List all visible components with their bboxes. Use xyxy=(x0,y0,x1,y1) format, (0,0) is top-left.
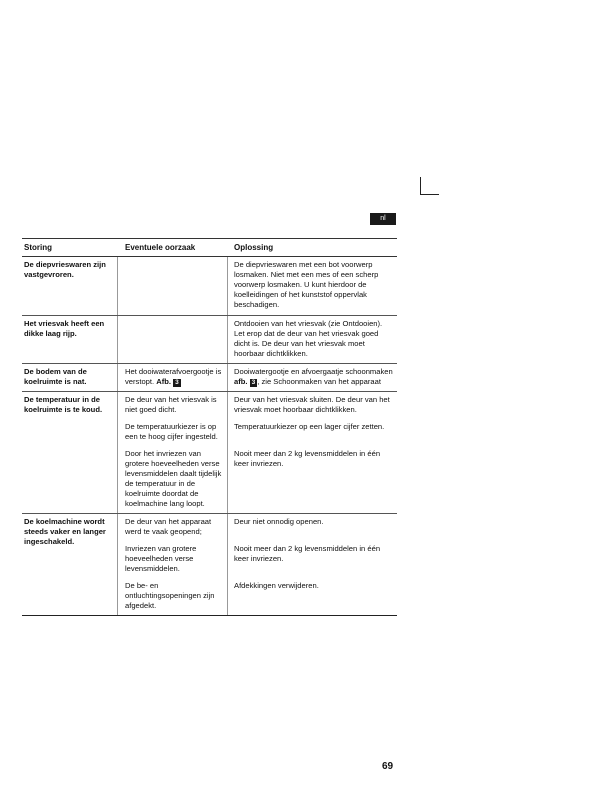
corner-crop-mark xyxy=(420,177,439,195)
problem-cell: De temperatuur in de koelruimte is te koud. xyxy=(24,395,103,414)
problem-cell: Het vriesvak heeft een dikke laag rijp. xyxy=(24,319,105,338)
cause-cell: Invriezen van grotere hoeveelheden verse levensmiddelen. xyxy=(117,541,227,578)
figure-ref-badge: 3 xyxy=(251,379,256,386)
troubleshooting-table xyxy=(22,238,397,616)
solution-cell: De diepvrieswaren met een bot voorwerp losmaken. Niet met een mes of een scherp voorwerp losmaken. U kunt hierdoor de koelleidingen of het kunststof oppervlak beschadigen. xyxy=(227,257,397,315)
cause-text: Het dooiwaterafvoergootje is verstopt. xyxy=(125,367,222,386)
page-number: 69 xyxy=(382,761,394,772)
table-header xyxy=(22,238,397,257)
solution-cell: Deur niet onnodig openen. xyxy=(227,514,397,541)
solution-cell: Deur van het vriesvak sluiten. De deur van het vriesvak moet hoorbaar dichtklikken. xyxy=(227,392,397,419)
table-row xyxy=(22,364,397,392)
cause-cell: De deur van het vriesvak is niet goed dicht. xyxy=(117,392,227,419)
cause-cell: De be- en ontluchtingsopeningen zijn afgedekt. xyxy=(117,578,227,615)
table-row xyxy=(22,257,397,316)
table-row xyxy=(22,316,397,364)
solution-cell: Afdekkingen verwijderen. xyxy=(227,578,397,615)
header-solution: Oplossing xyxy=(234,243,274,252)
cause-cell: De temperatuurkiezer is op een te hoog cijfer ingesteld. xyxy=(117,419,227,446)
solution-cell: Ontdooien van het vriesvak (zie Ontdooien). Let erop dat de deur van het vriesvak goed dicht is. De deur van het vriesvak moet hoorbaar dichtklikken. xyxy=(227,316,397,363)
table-row xyxy=(22,392,397,514)
problem-cell: De koelmachine wordt steeds vaker en langer ingeschakeld. xyxy=(24,517,106,546)
solution-cell xyxy=(227,364,397,391)
cause-cell: Door het invriezen van grotere hoeveelheden verse levensmiddelen daalt tijdelijk de temperatuur in de koelruimte doordat de koelmachine lang loopt. xyxy=(117,446,227,513)
problem-cell: De bodem van de koelruimte is nat. xyxy=(24,367,87,386)
problem-cell: De diepvrieswaren zijn vastgevroren. xyxy=(24,260,106,279)
figure-ref-label: Afb. xyxy=(156,377,172,386)
figure-ref-label: afb. xyxy=(234,377,248,386)
solution-cell: Nooit meer dan 2 kg levensmiddelen in één keer invriezen. xyxy=(227,446,397,513)
solution-ref-text: , zie Schoonmaken van het apparaat xyxy=(257,377,381,386)
figure-ref-badge: 3 xyxy=(175,379,179,386)
header-cause: Eventuele oorzaak xyxy=(125,243,196,252)
language-badge: nl xyxy=(370,213,396,225)
header-problem: Storing xyxy=(24,243,52,252)
solution-cell: Nooit meer dan 2 kg levensmiddelen in één keer invriezen. xyxy=(227,541,397,578)
cause-cell xyxy=(117,316,227,363)
cause-cell: De deur van het apparaat werd te vaak geopend; xyxy=(117,514,227,541)
cause-cell xyxy=(117,364,227,391)
table-row xyxy=(22,514,397,616)
cause-cell xyxy=(117,257,227,315)
solution-text: Dooiwatergootje en afvoergaatje schoonmaken xyxy=(234,367,393,376)
solution-cell: Temperatuurkiezer op een lager cijfer zetten. xyxy=(227,419,397,446)
